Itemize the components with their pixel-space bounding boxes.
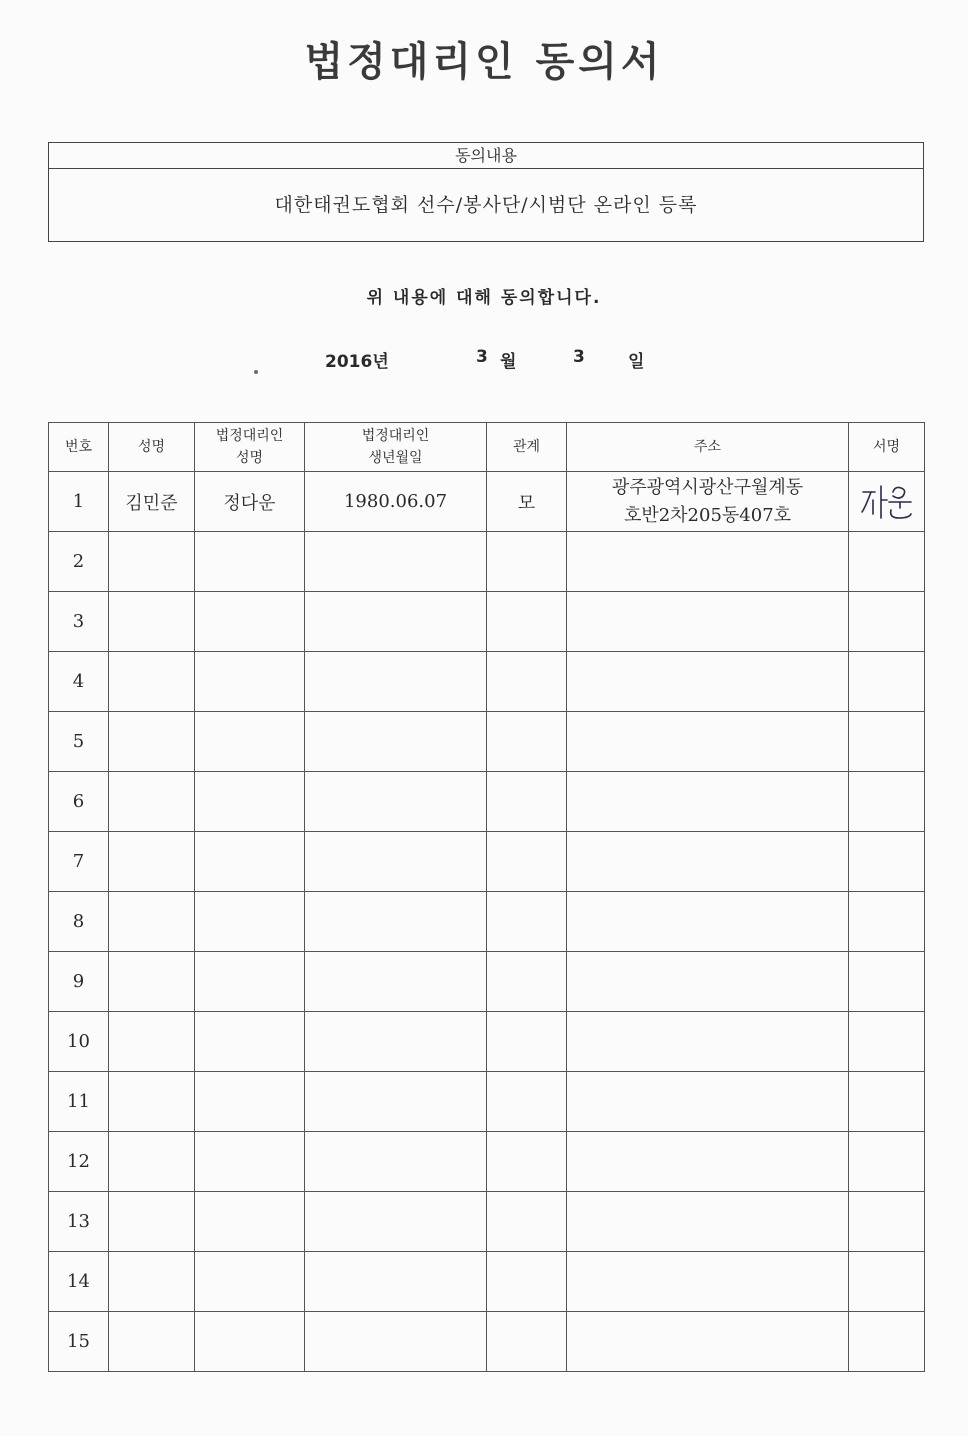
row-name	[109, 532, 195, 592]
row-relation	[487, 1312, 567, 1372]
row-number: 14	[49, 1252, 109, 1312]
row-name	[109, 1012, 195, 1072]
table-row	[49, 952, 925, 1012]
row-address-line2: 호반2차205동407호	[623, 504, 792, 526]
row-signature	[849, 1192, 925, 1252]
table-row	[49, 772, 925, 832]
row-address	[567, 1312, 849, 1372]
row-signature	[849, 652, 925, 712]
row-signature	[849, 1132, 925, 1192]
consent-box	[48, 142, 924, 242]
row-address	[567, 1252, 849, 1312]
header-number: 번호	[49, 423, 109, 472]
header-guardian-birth	[305, 423, 487, 472]
table-row	[49, 712, 925, 772]
guardian-roster-table	[48, 422, 925, 1372]
header-guardian-birth-line2: 생년월일	[368, 450, 423, 466]
row-relation	[487, 592, 567, 652]
table-row	[49, 1132, 925, 1192]
row-signature	[849, 952, 925, 1012]
table-row	[49, 472, 925, 532]
row-guardian-birth	[305, 1312, 487, 1372]
row-name	[109, 772, 195, 832]
row-number: 2	[49, 532, 109, 592]
table-row	[49, 1072, 925, 1132]
row-guardian-name	[195, 892, 305, 952]
row-relation	[487, 952, 567, 1012]
row-number: 3	[49, 592, 109, 652]
row-relation	[487, 832, 567, 892]
row-relation	[487, 1252, 567, 1312]
row-relation: 모	[487, 472, 567, 532]
row-relation	[487, 1072, 567, 1132]
row-guardian-name	[195, 1252, 305, 1312]
document-title: 법정대리인 동의서	[304, 39, 664, 85]
header-guardian-name-line1: 법정대리인	[215, 428, 284, 444]
row-name	[109, 1252, 195, 1312]
row-address	[567, 1012, 849, 1072]
row-address	[567, 652, 849, 712]
row-name	[109, 832, 195, 892]
row-relation	[487, 652, 567, 712]
row-signature	[849, 592, 925, 652]
row-number: 9	[49, 952, 109, 1012]
row-number: 13	[49, 1192, 109, 1252]
row-guardian-birth	[305, 1012, 487, 1072]
table-row	[49, 1312, 925, 1372]
row-guardian-name	[195, 1312, 305, 1372]
row-signature	[849, 832, 925, 892]
header-name: 성명	[109, 423, 195, 472]
row-guardian-birth: 1980.06.07	[305, 472, 487, 532]
row-signature	[849, 1072, 925, 1132]
table-header-row	[49, 423, 925, 472]
row-address	[567, 592, 849, 652]
row-guardian-birth	[305, 1132, 487, 1192]
row-name	[109, 892, 195, 952]
row-guardian-birth	[305, 1252, 487, 1312]
row-name	[109, 1072, 195, 1132]
row-signature	[849, 712, 925, 772]
consent-content: 대한태권도협회 선수/봉사단/시범단 온라인 등록	[274, 194, 698, 216]
row-name	[109, 1312, 195, 1372]
header-guardian-birth-line1: 법정대리인	[361, 428, 430, 444]
row-address	[567, 532, 849, 592]
row-number: 6	[49, 772, 109, 832]
row-number: 12	[49, 1132, 109, 1192]
row-signature	[849, 472, 925, 532]
row-guardian-name	[195, 532, 305, 592]
row-relation	[487, 712, 567, 772]
header-guardian-name-line2: 성명	[235, 450, 264, 466]
agreement-statement: 위 내용에 대해 동의합니다.	[366, 288, 602, 308]
row-guardian-birth	[305, 892, 487, 952]
row-relation	[487, 1192, 567, 1252]
row-address	[567, 772, 849, 832]
row-guardian-name	[195, 1012, 305, 1072]
date-month-unit: 월	[500, 352, 517, 372]
row-guardian-name	[195, 772, 305, 832]
row-signature	[849, 532, 925, 592]
row-name	[109, 1192, 195, 1252]
row-signature	[849, 1252, 925, 1312]
row-guardian-birth	[305, 652, 487, 712]
header-guardian-name	[195, 423, 305, 472]
row-relation	[487, 1012, 567, 1072]
date-year: 2016년	[325, 352, 389, 372]
date-month-value: 3	[476, 347, 488, 367]
table-row	[49, 1252, 925, 1312]
row-address	[567, 952, 849, 1012]
row-address	[567, 472, 849, 532]
header-signature: 서명	[849, 423, 925, 472]
row-guardian-birth	[305, 772, 487, 832]
row-relation	[487, 1132, 567, 1192]
consent-header: 동의내용	[49, 143, 923, 169]
table-row	[49, 592, 925, 652]
row-number: 7	[49, 832, 109, 892]
row-guardian-birth	[305, 952, 487, 1012]
row-relation	[487, 772, 567, 832]
row-guardian-name	[195, 652, 305, 712]
row-guardian-name	[195, 1192, 305, 1252]
row-guardian-birth	[305, 592, 487, 652]
handwritten-signature	[859, 482, 915, 522]
row-number: 5	[49, 712, 109, 772]
row-guardian-name: 정다운	[195, 472, 305, 532]
row-signature	[849, 1012, 925, 1072]
row-address-line1: 광주광역시광산구월계동	[611, 476, 804, 498]
row-name	[109, 652, 195, 712]
row-signature	[849, 892, 925, 952]
row-address	[567, 712, 849, 772]
row-address	[567, 1072, 849, 1132]
row-number: 4	[49, 652, 109, 712]
row-number: 10	[49, 1012, 109, 1072]
table-row	[49, 832, 925, 892]
row-guardian-name	[195, 952, 305, 1012]
ink-speck	[254, 370, 258, 374]
row-guardian-name	[195, 832, 305, 892]
table-row	[49, 1012, 925, 1072]
row-name	[109, 1132, 195, 1192]
row-address	[567, 1192, 849, 1252]
row-number: 1	[49, 472, 109, 532]
row-guardian-birth	[305, 832, 487, 892]
row-address	[567, 1132, 849, 1192]
row-relation	[487, 532, 567, 592]
row-guardian-birth	[305, 532, 487, 592]
header-address: 주소	[567, 423, 849, 472]
row-guardian-birth	[305, 1192, 487, 1252]
row-guardian-name	[195, 1132, 305, 1192]
row-relation	[487, 892, 567, 952]
table-row	[49, 532, 925, 592]
table-row	[49, 892, 925, 952]
row-name: 김민준	[109, 472, 195, 532]
row-signature	[849, 772, 925, 832]
row-signature	[849, 1312, 925, 1372]
row-number: 15	[49, 1312, 109, 1372]
row-name	[109, 592, 195, 652]
row-number: 8	[49, 892, 109, 952]
row-address	[567, 892, 849, 952]
row-guardian-name	[195, 592, 305, 652]
row-name	[109, 712, 195, 772]
date-day-unit: 일	[628, 352, 645, 372]
table-row	[49, 652, 925, 712]
row-number: 11	[49, 1072, 109, 1132]
table-row	[49, 1192, 925, 1252]
row-guardian-name	[195, 712, 305, 772]
row-guardian-name	[195, 1072, 305, 1132]
row-guardian-birth	[305, 712, 487, 772]
header-relation: 관계	[487, 423, 567, 472]
date-day-value: 3	[573, 347, 585, 367]
row-name	[109, 952, 195, 1012]
row-address	[567, 832, 849, 892]
row-guardian-birth	[305, 1072, 487, 1132]
